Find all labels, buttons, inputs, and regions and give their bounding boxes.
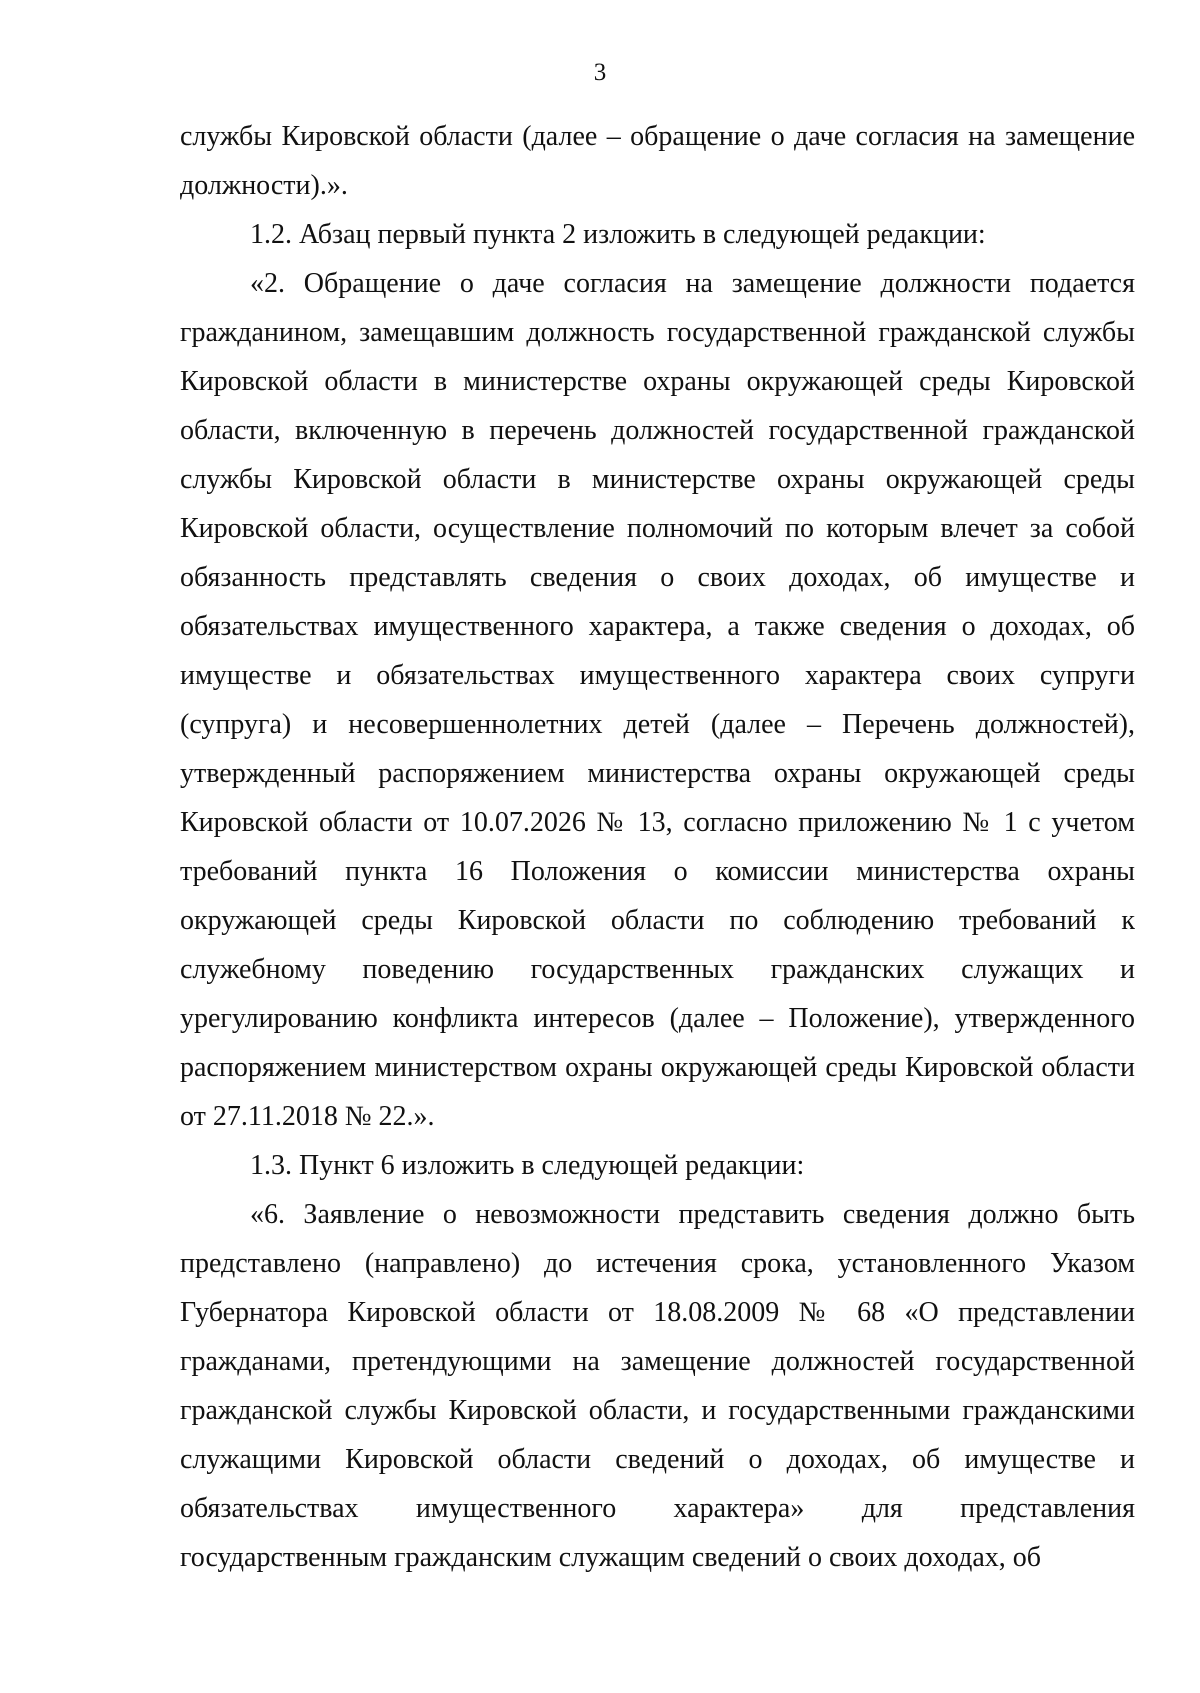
paragraph-clause-6: «6. Заявление о невозможности представить сведения должно быть представлено (направлено) до истечения срока, установленного Указом Губернатора Кировской области от 18.08.2009 № 68 «О представлении гражданами, претендующими на замещение должностей государственной гражданской службы Кировской области, и государственными гражданскими служащими Кировской области сведений о доходах, об имуществе и обязательствах имущественного характера» для представления государственным гражданским служащим сведений о своих доходах, об [180,1199,1135,1573]
paragraph-clause-2: «2. Обращение о даче согласия на замещение должности подается гражданином, замещавшим должность государственной гражданской службы Кировской области в министерстве охраны окружающей среды Кировской области, включенную в перечень должностей государственной гражданской службы Кировской области в министерстве охраны окружающей среды Кировской области, осуществление полномочий по которым влечет за собой обязанность представлять сведения о своих доходах, об имуществе и обязательствах имущественного характера, а также сведения о доходах, об имуществе и обязательствах имущественного характера своих супруги (супруга) и несовершеннолетних детей (далее – Перечень должностей), утвержденный распоряжением министерства охраны окружающей среды Кировской области от 10.07.2026 № 13, согласно приложению № 1 с учетом требований пункта 16 Положения о комиссии министерства охраны окружающей среды Кировской области по соблюдению требований к служебному поведению государственных гражданских служащих и урегулированию конфликта интересов (далее – Положение), утвержденного распоряжением министерством охраны окружающей среды Кировской области от 27.11.2018 № 22.». [180,268,1135,1132]
paragraph-item-1-3: 1.3. Пункт 6 изложить в следующей редакции: [250,1150,805,1181]
paragraph-item-1-2: 1.2. Абзац первый пункта 2 изложить в следующей редакции: [250,219,986,250]
paragraph-continuation: службы Кировской области (далее – обращение о даче согласия на замещение должности).». [180,121,1135,201]
document-body [180,112,1135,1582]
page-number: 3 [593,59,607,86]
